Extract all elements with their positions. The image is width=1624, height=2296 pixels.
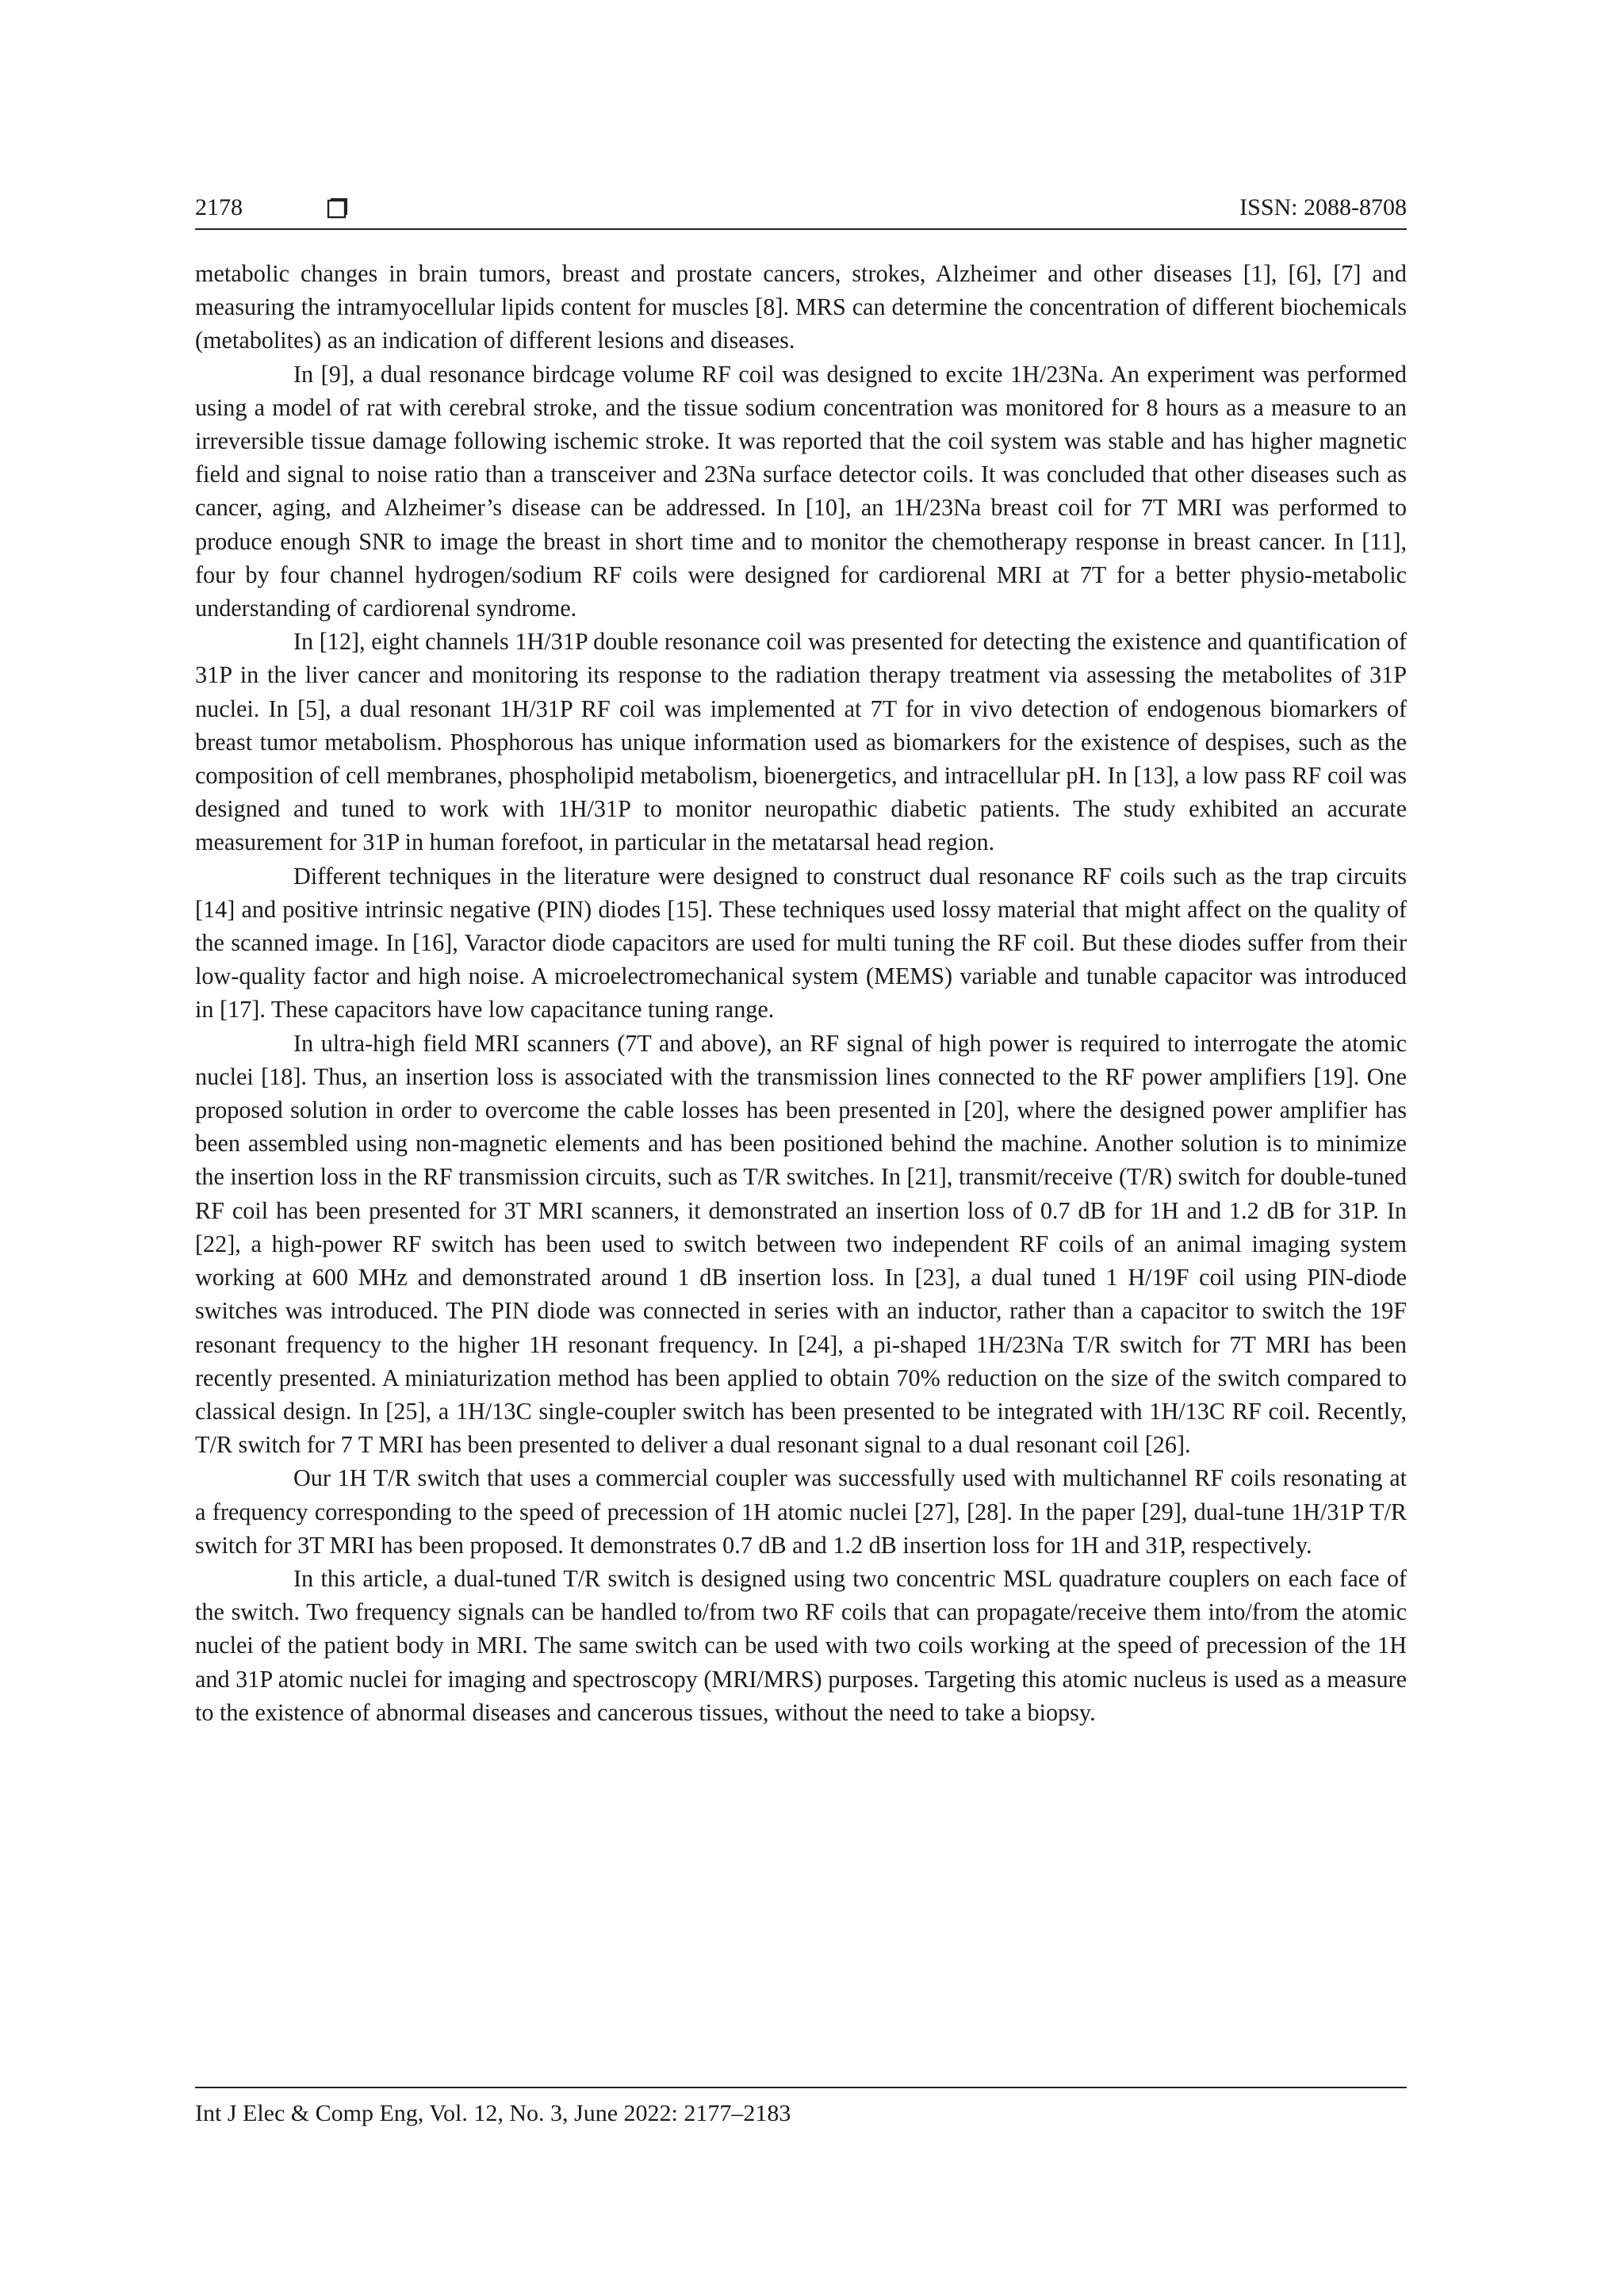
paragraph: In [9], a dual resonance birdcage volume RF coil was designed to excite 1H/23Na. An experiment was performed using a model of rat with cerebral stroke, and the tissue sodium concentration was monitored for 8 hours as a measure to an irreversible tissue damage following ischemic stroke. It was reported that the coil system was stable and has higher magnetic field and signal to noise ratio than a transceiver and 23Na surface detector coils. It was concluded that other diseases such as cancer, aging, and Alzheimer’s disease can be addressed. In [10], an 1H/23Na breast coil for 7T MRI was performed to produce enough SNR to image the breast in short time and to monitor the chemotherapy response in breast cancer. In [11], four by four channel hydrogen/sodium RF coils were designed for cardiorenal MRI at 7T for a better physio-metabolic understanding of cardiorenal syndrome. <box>195 360 1407 622</box>
article-body <box>195 257 1407 1729</box>
paragraph: In this article, a dual-tuned T/R switch is designed using two concentric MSL quadrature couplers on each face of the switch. Two frequency signals can be handled to/from two RF coils that can propagate/receive them into/from the atomic nuclei of the patient body in MRI. The same switch can be used with two coils working at the speed of precession of the 1H and 31P atomic nuclei for imaging and spectroscopy (MRI/MRS) purposes. Targeting this atomic nucleus is used as a measure to the existence of abnormal diseases and cancerous tissues, without the need to take a biopsy. <box>195 1564 1407 1726</box>
journal-issn: ISSN: 2088-8708 <box>1239 194 1407 220</box>
footer-citation: Int J Elec & Comp Eng, Vol. 12, No. 3, June 2022: 2177–2183 <box>195 2100 791 2126</box>
footer-rule <box>195 2087 1407 2088</box>
page-number: 2178 <box>195 194 243 220</box>
paragraph: Our 1H T/R switch that uses a commercial coupler was successfully used with multichannel RF coils resonating at a frequency corresponding to the speed of precession of 1H atomic nuclei [27], [28]. In the paper [29], dual-tune 1H/31P T/R switch for 3T MRI has been proposed. It demonstrates 0.7 dB and 1.2 dB insertion loss for 1H and 31P, respectively. <box>195 1464 1407 1559</box>
header-rule <box>195 228 1407 230</box>
box-icon <box>327 197 349 219</box>
paragraph: In [12], eight channels 1H/31P double resonance coil was presented for detecting the existence and quantification of 31P in the liver cancer and monitoring its response to the radiation therapy treatment via assessing the metabolites of 31P nuclei. In [5], a dual resonant 1H/31P RF coil was implemented at 7T for in vivo detection of endogenous biomarkers of breast tumor metabolism. Phosphorous has unique information used as biomarkers for the existence of despises, such as the composition of cell membranes, phospholipid metabolism, bioenergetics, and intracellular pH. In [13], a low pass RF coil was designed and tuned to work with 1H/31P to monitor neuropathic diabetic patients. The study exhibited an accurate measurement for 31P in human forefoot, in particular in the metatarsal head region. <box>195 628 1407 856</box>
paragraph: In ultra-high field MRI scanners (7T and above), an RF signal of high power is required to interrogate the atomic nuclei [18]. Thus, an insertion loss is associated with the transmission lines connected to the RF power amplifiers [19]. One proposed solution in order to overcome the cable losses has been presented in [20], where the designed power amplifier has been assembled using non-magnetic elements and has been positioned behind the machine. Another solution is to minimize the insertion loss in the RF transmission circuits, such as T/R switches. In [21], transmit/receive (T/R) switch for double-tuned RF coil has been presented for 3T MRI scanners, it demonstrated an insertion loss of 0.7 dB for 1H and 1.2 dB for 31P. In [22], a high-power RF switch has been used to switch between two independent RF coils of an animal imaging system working at 600 MHz and demonstrated around 1 dB insertion loss. In [23], a dual tuned 1 H/19F coil using PIN-diode switches was introduced. The PIN diode was connected in series with an inductor, rather than a capacitor to switch the 19F resonant frequency to the higher 1H resonant frequency. In [24], a pi-shaped 1H/23Na T/R switch for 7T MRI has been recently presented. A miniaturization method has been applied to obtain 70% reduction on the size of the switch compared to classical design. In [25], a 1H/13C single-coupler switch has been presented to be integrated with 1H/13C RF coil. Recently, T/R switch for 7 T MRI has been presented to deliver a dual resonant signal to a dual resonant coil [26]. <box>195 1029 1407 1459</box>
paragraph: Different techniques in the literature were designed to construct dual resonance RF coils such as the trap circuits [14] and positive intrinsic negative (PIN) diodes [15]. These techniques used lossy material that might affect on the quality of the scanned image. In [16], Varactor diode capacitors are used for multi tuning the RF coil. But these diodes suffer from their low-quality factor and high noise. A microelectromechanical system (MEMS) variable and tunable capacitor was introduced in [17]. These capacitors have low capacitance tuning range. <box>195 862 1407 1024</box>
paragraph-continuation: metabolic changes in brain tumors, breast and prostate cancers, strokes, Alzheimer and other diseases [1], [6], [7] and measuring the intramyocellular lipids content for muscles [8]. MRS can determine the concentration of different biochemicals (metabolites) as an indication of different lesions and diseases. <box>195 260 1407 354</box>
page <box>195 189 1407 1726</box>
running-header <box>195 189 1407 227</box>
